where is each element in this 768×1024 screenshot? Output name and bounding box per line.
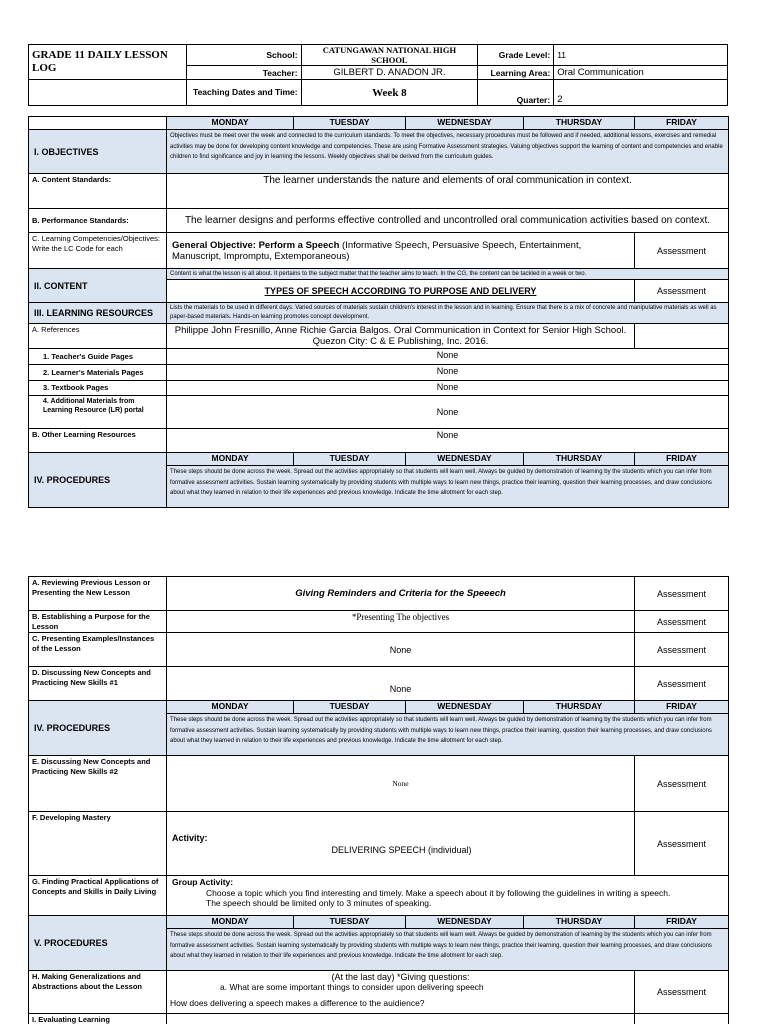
presenting-label: C. Presenting Examples/Instances of the Lesson bbox=[29, 633, 167, 667]
header-table bbox=[28, 44, 728, 106]
day-wednesday: WEDNESDAY bbox=[406, 701, 524, 714]
grade-label: Grade Level: bbox=[478, 45, 554, 66]
teachers-guide-label: 1. Teacher's Guide Pages bbox=[29, 349, 167, 365]
day-wednesday: WEDNESDAY bbox=[406, 117, 524, 130]
procedures-note: These steps should be done across the week. Spread out the activities appropriately so that students will learn well. Always be guided by demonstration of learning by the students which you can infer from formative assessment activities. Sustain learning systematically by providing students with multiple ways to learn new things, practice their learning, question their learning processes, and draw conclusions about what they learned in relation to their life experiences and previous knowledge. Indicate the time allotment for each step. bbox=[167, 466, 729, 508]
day-header-row bbox=[29, 701, 729, 714]
generalizations-line-2: a. What are some important things to consider upon delivering speech bbox=[220, 982, 484, 992]
day-tuesday: TUESDAY bbox=[294, 453, 406, 466]
day-friday: FRIDAY bbox=[635, 916, 729, 929]
area-value: Oral Communication bbox=[554, 66, 728, 80]
generalizations-line-3: How does delivering a speech makes a difference to the auidience? bbox=[170, 998, 425, 1008]
general-objective: General Objective: Perform a Speech bbox=[172, 239, 340, 251]
textbook-value: None bbox=[167, 381, 729, 396]
content-note: Content is what the lesson is all about. It pertains to the subject matter that the teacher aims to teach. In the CG, the content can be tackled in a week or two. bbox=[167, 269, 729, 280]
applications-label: G. Finding Practical Applications of Concepts and Skills in Daily Living bbox=[29, 876, 167, 916]
school-value: CATUNGAWAN NATIONAL HIGH SCHOOL bbox=[301, 45, 478, 66]
day-thursday: THURSDAY bbox=[524, 916, 635, 929]
additional-materials-value: None bbox=[167, 396, 729, 429]
applications-line-2: The speech should be limited only to 3 minutes of speaking. bbox=[206, 898, 432, 908]
references-value: Philippe John Fresnillo, Anne Richie Garcia Balgos. Oral Communication in Context for Senior High School. Quezon City: C & E Publishing, Inc. 2016. bbox=[167, 324, 635, 349]
other-resources-value: None bbox=[167, 429, 729, 453]
textbook-label: 3. Textbook Pages bbox=[29, 381, 167, 396]
other-resources-label: B. Other Learning Resources bbox=[29, 429, 167, 453]
content-assessment: Assessment bbox=[635, 280, 729, 303]
day-monday: MONDAY bbox=[167, 701, 294, 714]
page-title: GRADE 11 DAILY LESSON LOG bbox=[29, 45, 187, 80]
grade-value: 11 bbox=[554, 45, 728, 66]
day-thursday: THURSDAY bbox=[524, 453, 635, 466]
competencies-label: C. Learning Competencies/Objectives: Write the LC Code for each bbox=[29, 233, 167, 269]
area-label: Learning Area: bbox=[478, 66, 554, 80]
generalizations-assessment: Assessment bbox=[635, 971, 729, 1014]
v-procedures-label: V. PROCEDURES bbox=[29, 916, 167, 971]
purpose-assessment: Assessment bbox=[635, 611, 729, 633]
day-monday: MONDAY bbox=[167, 916, 294, 929]
content-value: TYPES OF SPEECH ACCORDING TO PURPOSE AND DELIVERY bbox=[167, 280, 635, 303]
day-thursday: THURSDAY bbox=[524, 701, 635, 714]
group-activity-title: Group Activity: bbox=[172, 877, 234, 887]
discussing-2-value: None bbox=[167, 756, 635, 812]
content-standards-value: The learner understands the nature and elements of oral communication in context. bbox=[167, 174, 729, 209]
quarter-value: 2 bbox=[554, 80, 728, 106]
content-standards-label: A. Content Standards: bbox=[29, 174, 167, 209]
generalizations-label: H. Making Generalizations and Abstractions about the Lesson bbox=[29, 971, 167, 1014]
performance-standards-value: The learner designs and performs effective controlled and uncontrolled oral communication activities based on context. bbox=[167, 209, 729, 233]
day-friday: FRIDAY bbox=[635, 701, 729, 714]
applications-line-1: Choose a topic which you find interesting and timely. Make a speech about it by following the guidelines in writing a speech. bbox=[206, 887, 671, 898]
presenting-value: None bbox=[167, 633, 635, 667]
evaluating-label: I. Evaluating Learning bbox=[29, 1014, 167, 1024]
discussing-2-assessment: Assessment bbox=[635, 756, 729, 812]
references-label: A. References bbox=[29, 324, 167, 349]
week-value: Week 8 bbox=[301, 80, 478, 106]
teachers-guide-value: None bbox=[167, 349, 729, 365]
day-friday: FRIDAY bbox=[635, 117, 729, 130]
mastery-value: DELIVERING SPEECH (individual) bbox=[331, 844, 472, 855]
reviewing-label: A. Reviewing Previous Lesson or Presenting the New Lesson bbox=[29, 577, 167, 611]
day-tuesday: TUESDAY bbox=[294, 117, 406, 130]
day-wednesday: WEDNESDAY bbox=[406, 453, 524, 466]
procedures-label: IV. PROCEDURES bbox=[29, 701, 167, 756]
competencies-value bbox=[167, 233, 635, 269]
reviewing-assessment: Assessment bbox=[635, 577, 729, 611]
v-procedures-note: These steps should be done across the week. Spread out the activities appropriately so that students will learn well. Always be guided by demonstration of learning by the students which you can infer from formative assessment activities. Sustain learning systematically by providing students with multiple ways to learn new things, practice their learning, question their learning processes, and draw conclusions about what they learned in relation to their life experiences and previous knowledge. Indicate the time allotment for each step. bbox=[167, 929, 729, 971]
day-friday: FRIDAY bbox=[635, 453, 729, 466]
teacher-value: GILBERT D. ANADON JR. bbox=[301, 66, 478, 80]
reviewing-value: Giving Reminders and Criteria for the Speeech bbox=[167, 577, 635, 611]
day-header-row bbox=[29, 916, 729, 929]
discussing-1-value: None bbox=[167, 667, 635, 701]
presenting-assessment: Assessment bbox=[635, 633, 729, 667]
teacher-label: Teacher: bbox=[186, 66, 301, 80]
day-tuesday: TUESDAY bbox=[294, 701, 406, 714]
general-objective-detail: (Informative Speech, Persuasive Speech, Entertainment, Manuscript, Impromptu, Extemporaneous) bbox=[172, 239, 582, 262]
school-label: School: bbox=[186, 45, 301, 66]
generalizations-cell bbox=[167, 971, 635, 1014]
mastery-label: F. Developing Mastery bbox=[29, 812, 167, 876]
resources-label: III. LEARNING RESOURCES bbox=[29, 303, 167, 324]
learners-materials-value: None bbox=[167, 365, 729, 381]
day-thursday: THURSDAY bbox=[524, 117, 635, 130]
day-monday: MONDAY bbox=[167, 453, 294, 466]
purpose-label: B. Establishing a Purpose for the Lesson bbox=[29, 611, 167, 633]
procedures-label: IV. PROCEDURES bbox=[29, 453, 167, 508]
day-header-row bbox=[29, 453, 729, 466]
mastery-cell bbox=[167, 812, 635, 876]
mastery-assessment: Assessment bbox=[635, 812, 729, 876]
discussing-2-label: E. Discussing New Concepts and Practicing New Skills #2 bbox=[29, 756, 167, 812]
learners-materials-label: 2. Learner's Materials Pages bbox=[29, 365, 167, 381]
dates-label: Teaching Dates and Time: bbox=[186, 80, 301, 106]
applications-cell bbox=[167, 876, 729, 916]
content-label: II. CONTENT bbox=[29, 269, 167, 303]
objectives-label: I. OBJECTIVES bbox=[29, 130, 167, 174]
day-tuesday: TUESDAY bbox=[294, 916, 406, 929]
objectives-note: Objectives must be meet over the week and connected to the curriculum standards. To meet the objectives, necessary procedures must be followed and if needed, additional lessons, exercises and remedial activities may be done for developing content knowledge and competencies. These are using Formative Assessment strategies. Valuing objectives support the learning of content and competencies and enable children to find significance and joy in learning the lessons. Weekly objectives shall be derived from the curriculum guides. bbox=[167, 130, 729, 174]
discussing-1-assessment: Assessment bbox=[635, 667, 729, 701]
additional-materials-label: 4. Additional Materials from Learning Resource (LR) portal bbox=[29, 396, 167, 429]
activity-title: Activity: bbox=[172, 832, 208, 843]
competencies-assessment: Assessment bbox=[635, 233, 729, 269]
day-monday: MONDAY bbox=[167, 117, 294, 130]
discussing-1-label: D. Discussing New Concepts and Practicing New Skills #1 bbox=[29, 667, 167, 701]
lesson-table-page2 bbox=[28, 576, 729, 1024]
resources-note: Lists the materials to be used in different days. Varied sources of materials sustain children's interest in the lesson and in learning. Ensure that there is a mix of concrete and manipulative materials as well as paper-based materials. Hands-on learning promotes concept development. bbox=[167, 303, 729, 324]
lesson-table-page1 bbox=[28, 116, 729, 508]
day-wednesday: WEDNESDAY bbox=[406, 916, 524, 929]
day-header-row bbox=[29, 117, 729, 130]
purpose-value: *Presenting The objectives bbox=[167, 611, 635, 633]
performance-standards-label: B. Performance Standards: bbox=[29, 209, 167, 233]
quarter-label: Quarter: bbox=[478, 80, 554, 106]
procedures-note: These steps should be done across the week. Spread out the activities appropriately so that students will learn well. Always be guided by demonstration of learning by the students which you can infer from formative assessment activities. Sustain learning systematically by providing students with multiple ways to learn new things, practice their learning, question their learning processes, and draw conclusions about what they learned in relation to their life experiences and previous knowledge. Indicate the time allotment for each step. bbox=[167, 714, 729, 756]
generalizations-line-1: (At the last day) *Giving questions: bbox=[331, 972, 470, 982]
